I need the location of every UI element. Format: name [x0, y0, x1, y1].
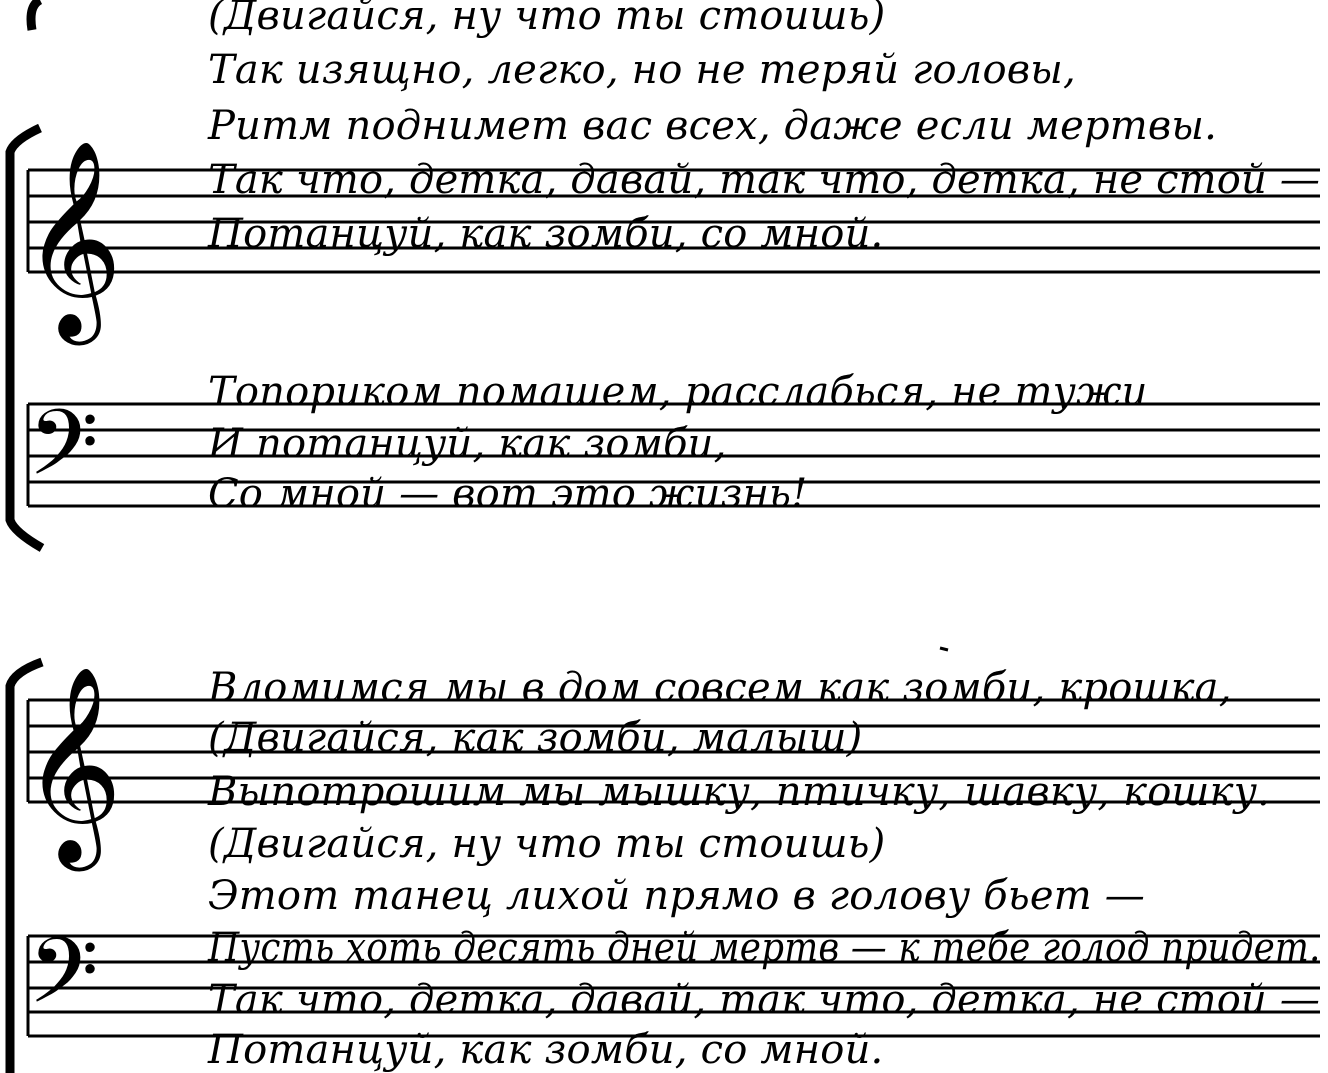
- lyric-line: Потанцуй, как зомби, со мной.: [208, 1027, 884, 1073]
- lyric-line: Так изящно, легко, но не теряй головы,: [208, 47, 1076, 93]
- lyric-line: (Двигайся, ну что ты стоишь): [208, 0, 886, 39]
- lyric-line: Так что, детка, давай, так что, детка, не стой —: [208, 157, 1321, 203]
- lyric-line: (Двигайся, ну что ты стоишь): [208, 821, 886, 867]
- lyric-line: (Двигайся, как зомби, малыш): [208, 715, 863, 761]
- lyric-line: Пусть хоть десять дней мертв — к тебе голод придет.: [208, 925, 1321, 971]
- bass-clef-icon: 𝄢: [28, 918, 99, 1046]
- lyric-line: Вломимся мы в дом совсем как зомби, крошка,: [208, 665, 1232, 711]
- lyric-line: Ритм поднимет вас всех, даже если мертвы.: [208, 103, 1218, 149]
- lyric-line: Этот танец лихой прямо в голову бьет —: [208, 873, 1145, 919]
- bass-clef-icon: 𝄢: [28, 390, 99, 518]
- lyric-line: Выпотрошим мы мышку, птичку, шавку, кошку.: [208, 769, 1271, 815]
- lyric-line: Потанцуй, как зомби, со мной.: [208, 211, 884, 257]
- lyric-line: Так что, детка, давай, так что, детка, не стой —: [208, 977, 1321, 1023]
- treble-clef-icon: 𝄞: [22, 139, 123, 337]
- lyric-line: Со мной — вот это жизнь!: [208, 471, 808, 517]
- treble-clef-icon: 𝄞: [22, 665, 123, 863]
- lyric-line: Топориком помашем, расслабься, не тужи: [208, 369, 1148, 415]
- lyric-line: И потанцуй, как зомби,: [208, 421, 727, 467]
